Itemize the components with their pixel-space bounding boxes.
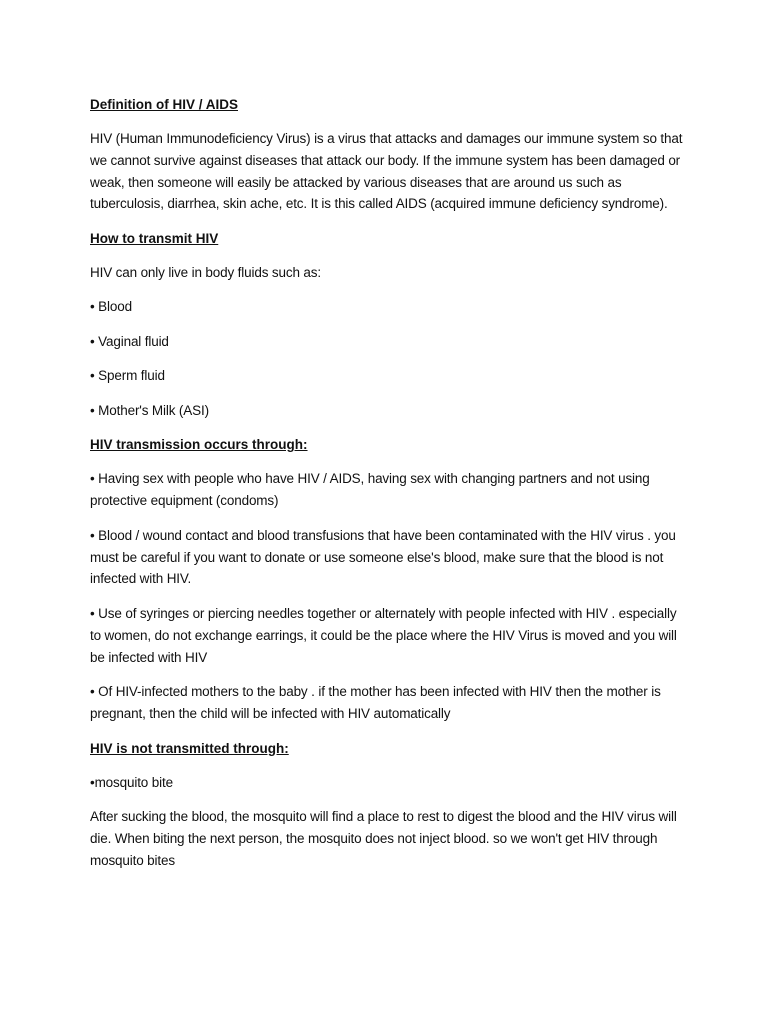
list-item-mothers-milk: • Mother's Milk (ASI) <box>90 402 209 418</box>
heading-definition: Definition of HIV / AIDS <box>90 97 238 112</box>
heading-how-to-transmit: How to transmit HIV <box>90 230 219 246</box>
list-item-blood-contact: • Blood / wound contact and blood transfusions that have been contaminated with the HIV virus . you must be careful if you want to donate or use someone else's blood, make sure that the blood is not infected with HIV. <box>90 527 676 587</box>
paragraph-body-fluids-intro: HIV can only live in body fluids such as: <box>90 264 321 280</box>
paragraph-definition: HIV (Human Immunodeficiency Virus) is a virus that attacks and damages our immune system so that we cannot survive against diseases that attack our body. If the immune system has been damaged or weak, then someone will easily be attacked by various diseases that are around us such as tuberculosis, diarrhea, skin ache, etc. It is this called AIDS (acquired immune deficiency syndrome). <box>90 131 683 212</box>
list-item-mosquito-bite: •mosquito bite <box>90 774 173 790</box>
list-item-sperm-fluid: • Sperm fluid <box>90 368 165 384</box>
heading-transmission-occurs: HIV transmission occurs through: <box>90 437 308 453</box>
paragraph-mosquito: After sucking the blood, the mosquito will find a place to rest to digest the blood and the HIV virus will die. When biting the next person, the mosquito does not inject blood. so we won't get HIV through mosquito bites <box>90 809 677 868</box>
list-item-sex: • Having sex with people who have HIV / AIDS, having sex with changing partners and not using protective equipment (condoms) <box>90 471 650 509</box>
list-item-vaginal-fluid: • Vaginal fluid <box>90 333 169 349</box>
list-item-syringes: • Use of syringes or piercing needles together or alternately with people infected with HIV . especially to women, do not exchange earrings, it could be the place where the HIV Virus is moved and you will be infected with HIV <box>90 605 677 665</box>
document-body <box>90 94 684 884</box>
list-item-blood: • Blood <box>90 298 132 314</box>
list-item-mother-to-baby: • Of HIV-infected mothers to the baby . if the mother has been infected with HIV then the mother is pregnant, then the child will be infected with HIV automatically <box>90 684 661 721</box>
heading-not-transmitted: HIV is not transmitted through: <box>90 740 289 756</box>
